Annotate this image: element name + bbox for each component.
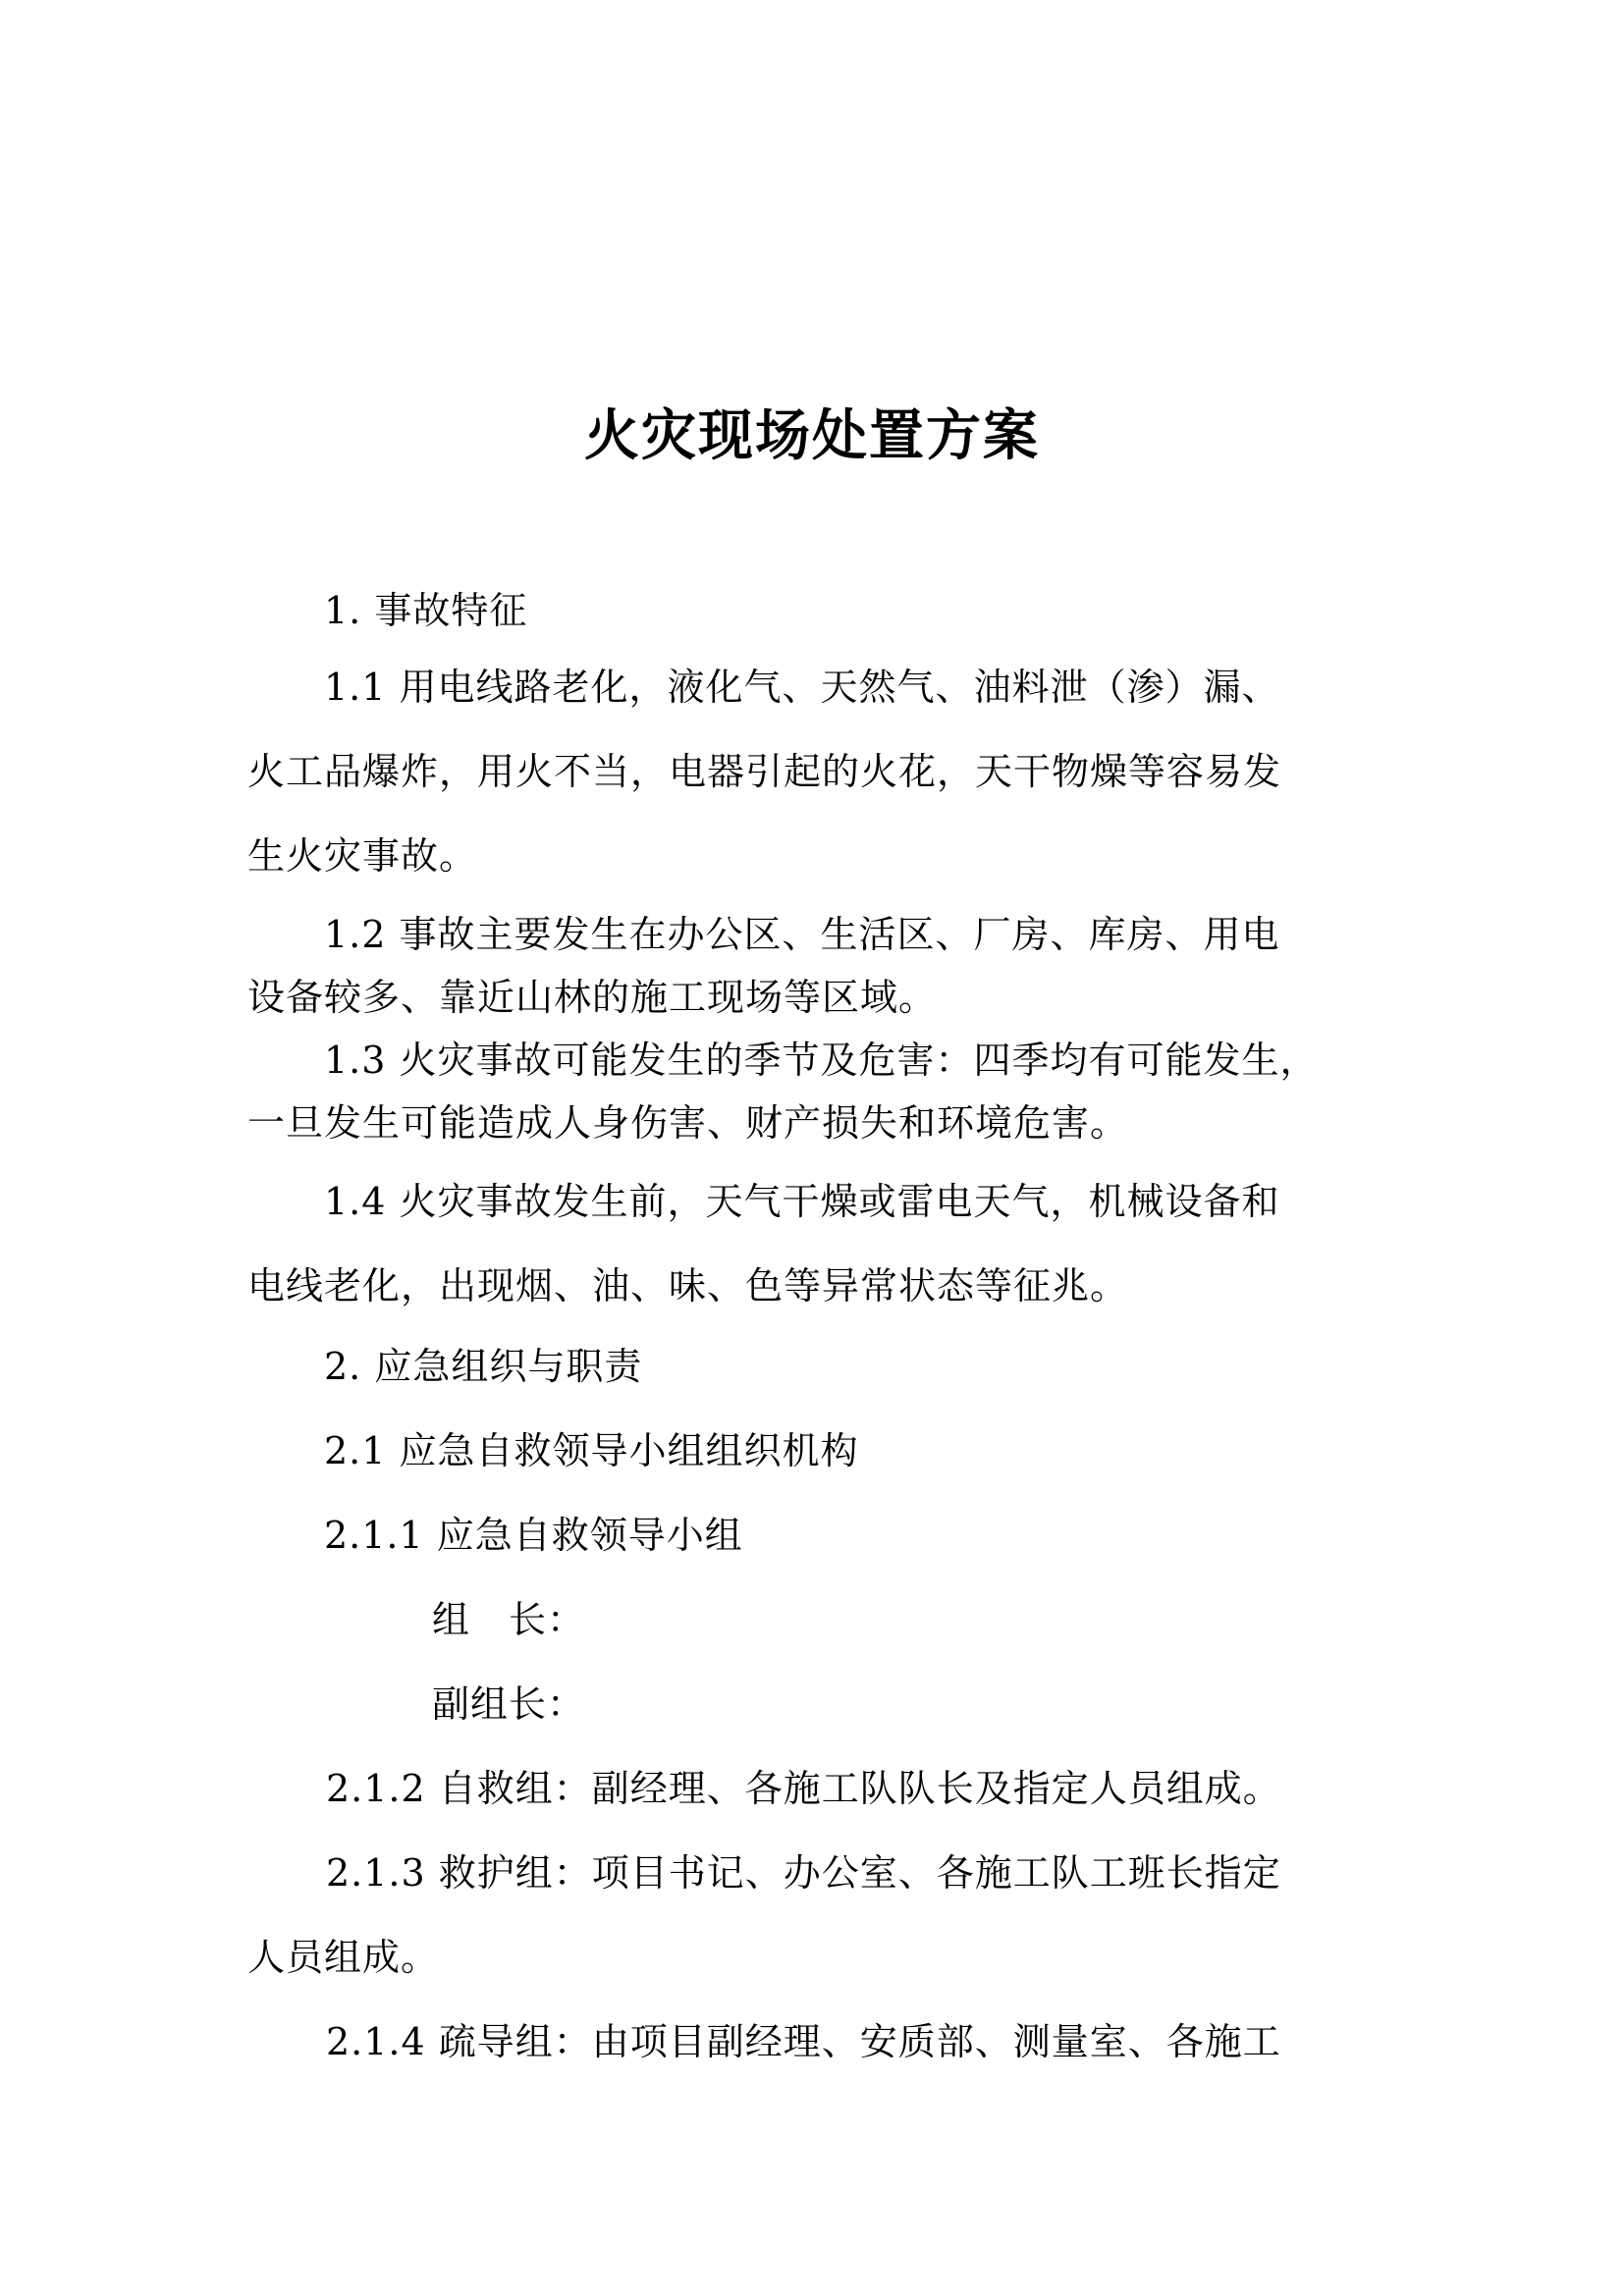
subsection-heading: 2.1.1 应急自救领导小组 <box>324 1514 743 1557</box>
document-title: 火灾现场处置方案 <box>584 403 1040 468</box>
section-heading: 2. 应急组织与职责 <box>324 1345 643 1388</box>
paragraph-line: 2.1.3 救护组：项目书记、办公室、各施工队工班长指定 <box>326 1851 1281 1895</box>
section-heading: 1. 事故特征 <box>324 589 528 632</box>
paragraph-line: 生火灾事故。 <box>247 834 478 878</box>
paragraph-line: 一旦发生可能造成人身伤害、财产损失和环境危害。 <box>247 1101 1129 1145</box>
paragraph-line: 设备较多、靠近山林的施工现场等区域。 <box>247 976 938 1019</box>
subsection-heading: 2.1 应急自救领导小组组织机构 <box>324 1429 859 1472</box>
role-line: 组 长： <box>432 1598 586 1641</box>
paragraph-line: 1.4 火灾事故发生前，天气干燥或雷电天气，机械设备和 <box>324 1180 1280 1223</box>
paragraph-line: 人员组成。 <box>247 1936 440 1979</box>
paragraph-line: 1.1 用电线路老化，液化气、天然气、油料泄（渗）漏、 <box>324 666 1280 709</box>
paragraph-line: 火工品爆炸，用火不当，电器引起的火花，天干物燥等容易发 <box>247 750 1282 793</box>
paragraph-line: 1.2 事故主要发生在办公区、生活区、厂房、库房、用电 <box>324 913 1280 956</box>
paragraph-line: 电线老化，出现烟、油、味、色等异常状态等征兆。 <box>247 1264 1129 1308</box>
role-line: 副组长： <box>432 1682 586 1726</box>
paragraph-line: 1.3 火灾事故可能发生的季节及危害：四季均有可能发生， <box>324 1039 1319 1082</box>
paragraph-line: 2.1.4 疏导组：由项目副经理、安质部、测量室、各施工 <box>326 2020 1281 2063</box>
paragraph-line: 2.1.2 自救组：副经理、各施工队队长及指定人员组成。 <box>326 1767 1281 1810</box>
